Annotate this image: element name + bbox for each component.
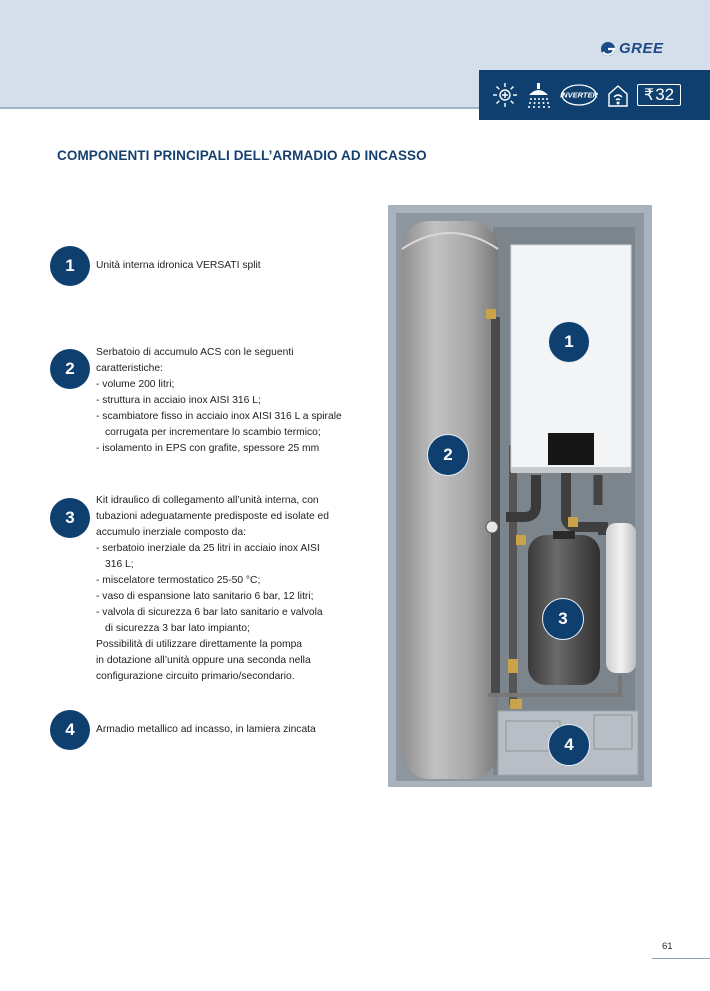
feature-icon-bar: [479, 70, 710, 120]
smart-home-icon: [606, 82, 630, 108]
item-description: [96, 722, 316, 738]
item-text-line: Armadio metallico ad incasso, in lamiera zincata: [96, 724, 316, 735]
item-text-line: corrugata per incrementare lo scambio termico;: [105, 427, 321, 438]
item-number-badge: 2: [50, 349, 90, 389]
refrigerant-symbol: ₹: [644, 87, 655, 104]
item-description: [96, 493, 329, 685]
item-number-badge: 4: [50, 710, 90, 750]
cabinet-drawing: [388, 205, 652, 787]
brass-fitting: [508, 659, 518, 673]
item-number-badge: 1: [50, 246, 90, 286]
pipe-vertical-left: [491, 317, 500, 697]
item-text-line: Kit idraulico di collegamento all’unità interna, con: [96, 495, 319, 506]
item-text-line: Serbatoio di accumulo ACS con le seguenti: [96, 347, 294, 358]
shower-icon: [526, 81, 552, 109]
brass-fitting: [510, 699, 522, 709]
brass-fitting: [516, 535, 526, 545]
brass-fitting: [486, 309, 496, 319]
component-item-4: [50, 710, 316, 750]
dhw-tank: [402, 221, 498, 779]
page-title: COMPONENTI PRINCIPALI DELL’ARMADIO AD INCASSO: [57, 148, 427, 163]
item-text-line: - isolamento in EPS con grafite, spessore 25 mm: [96, 443, 320, 454]
item-text-line: di sicurezza 3 bar lato impianto;: [105, 623, 250, 634]
item-text-line: 316 L;: [105, 559, 134, 570]
item-text-line: - volume 200 litri;: [96, 379, 175, 390]
gree-logo: [600, 40, 664, 57]
diagram-badge-3: 3: [542, 598, 584, 640]
refrigerant-label: 32: [655, 85, 675, 104]
diagram-badge-4: 4: [548, 724, 590, 766]
component-item-2: [50, 349, 342, 457]
item-description: [96, 345, 342, 457]
item-text-line: Unità interna idronica VERSATI split: [96, 260, 261, 271]
item-text-line: - struttura in acciaio inox AISI 316 L;: [96, 395, 261, 406]
brand-name: GREE: [619, 40, 664, 57]
diagram-badge-2: 2: [427, 434, 469, 476]
component-item-1: [50, 246, 261, 286]
indoor-unit-display: [548, 433, 594, 465]
gree-logo-mark-icon: [600, 41, 616, 57]
indoor-unit-bottom: [511, 467, 631, 473]
item-number-badge: 3: [50, 498, 90, 538]
item-text-line: in dotazione all’unità oppure una seconda nella: [96, 655, 311, 666]
cabinet-illustration: [388, 205, 652, 787]
item-text-line: Possibilità di utilizzare direttamente la pompa: [96, 639, 303, 650]
item-text-line: - vaso di espansione lato sanitario 6 bar, 12 litri;: [96, 591, 314, 602]
item-text-line: accumulo inerziale composto da:: [96, 527, 246, 538]
item-text-line: - valvola di sicurezza 6 bar lato sanitario e valvola: [96, 607, 323, 618]
item-text-line: - miscelatore termostatico 25-50 °C;: [96, 575, 261, 586]
footer-rule: [652, 958, 710, 959]
item-text-line: caratteristiche:: [96, 363, 163, 374]
diagram-badge-1: 1: [548, 321, 590, 363]
page-number: 61: [662, 941, 673, 952]
inverter-icon: [559, 82, 599, 108]
component-item-3: [50, 497, 329, 685]
r32-refrigerant-icon: [637, 84, 681, 106]
item-text-line: - scambiatore fisso in acciaio inox AISI 316 L a spirale: [96, 411, 342, 422]
item-text-line: tubazioni adeguatamente predisposte ed isolate ed: [96, 511, 329, 522]
item-text-line: configurazione circuito primario/secondario.: [96, 671, 295, 682]
expansion-vessel: [606, 523, 636, 673]
brass-fitting: [568, 517, 578, 527]
inverter-label: INVERTER: [560, 90, 598, 100]
heating-cooling-icon: [491, 81, 519, 109]
item-description: [96, 258, 261, 274]
item-text-line: - serbatoio inerziale da 25 litri in acciaio inox AISI: [96, 543, 320, 554]
pressure-gauge: [486, 521, 498, 533]
buffer-tank-top: [553, 531, 575, 539]
